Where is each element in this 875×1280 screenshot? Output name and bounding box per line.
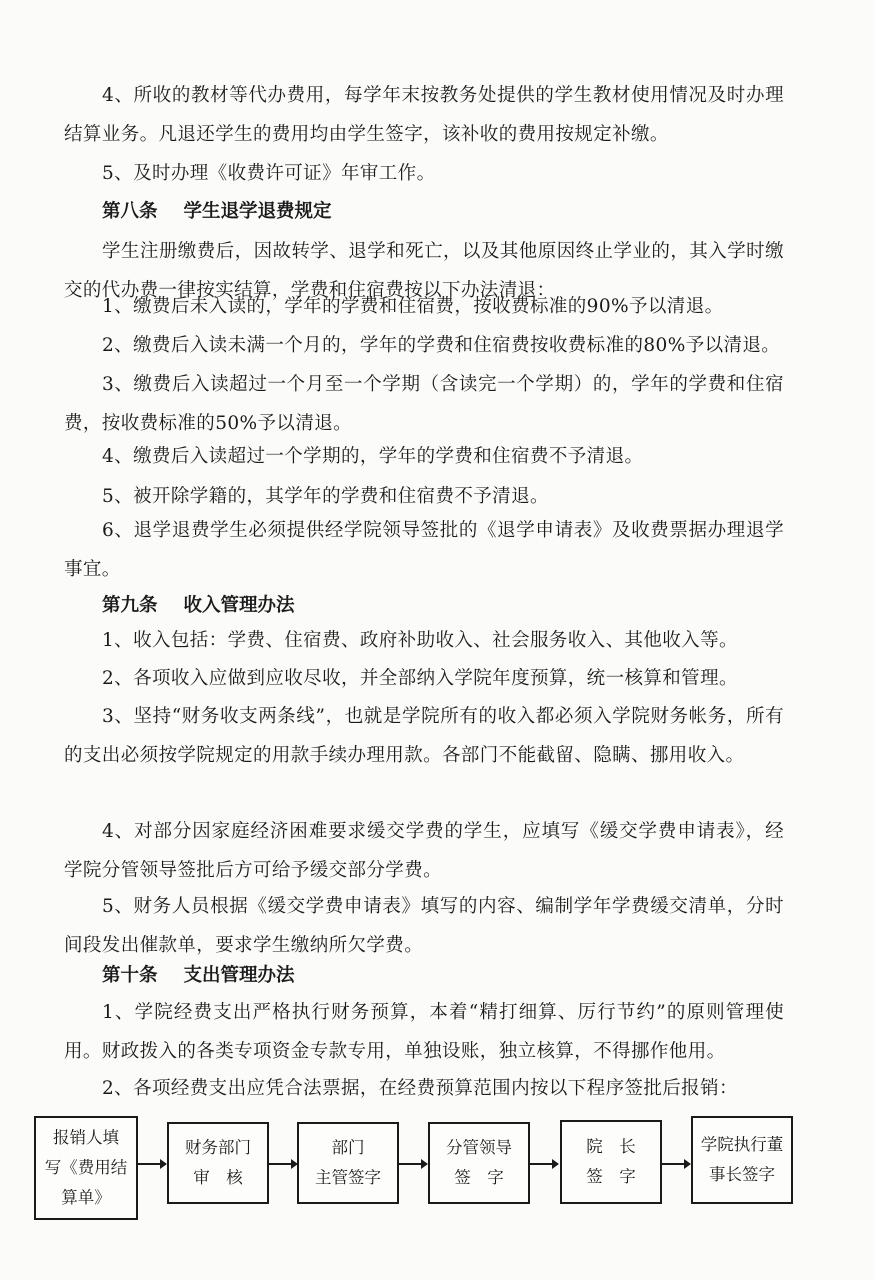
flow-step-finance: 财务部门 审 核 (167, 1122, 269, 1204)
article-number: 第九条 (102, 595, 158, 616)
article-title: 收入管理办法 (183, 595, 295, 616)
article-title: 支出管理办法 (183, 965, 295, 986)
flow-step-president: 院 长 签 字 (560, 1120, 662, 1204)
flow-arrow-icon (269, 1156, 299, 1172)
flow-step-dept-head: 部门 主管签字 (297, 1122, 399, 1204)
flow-arrow-icon (399, 1156, 429, 1172)
article-heading (102, 956, 295, 995)
paragraph: 4、缴费后入读超过一个学期的，学年的学费和住宿费不予清退。 (102, 446, 644, 467)
flow-arrow-icon (138, 1156, 168, 1172)
paragraph: 3、缴费后入读超过一个月至一个学期（含读完一个学期）的，学年的学费和住宿费，按收费标准的50%予以清退。 (64, 374, 784, 434)
paragraph: 6、退学退费学生必须提供经学院领导签批的《退学申请表》及收费票据办理退学事宜。 (64, 520, 784, 580)
paragraph: 1、缴费后未入读的，学年的学费和住宿费，按收费标准的90%予以清退。 (102, 296, 724, 317)
article-heading (102, 586, 295, 625)
article-title: 学生退学退费规定 (183, 201, 332, 222)
approval-flowchart (0, 1110, 875, 1230)
article-number: 第八条 (102, 201, 158, 222)
paragraph: 学生注册缴费后，因故转学、退学和死亡，以及其他原因终止学业的，其入学时缴交的代办费一律按实结算，学费和住宿费按以下办法清退： (64, 241, 784, 301)
paragraph: 4、对部分因家庭经济困难要求缓交学费的学生，应填写《缓交学费申请表》，经学院分管领导签批后方可给予缓交部分学费。 (64, 821, 784, 881)
paragraph: 5、被开除学籍的，其学年的学费和住宿费不予清退。 (102, 486, 549, 507)
paragraph: 1、收入包括：学费、住宿费、政府补助收入、社会服务收入、其他收入等。 (102, 630, 738, 651)
paragraph: 2、缴费后入读未满一个月的，学年的学费和住宿费按收费标准的80%予以清退。 (102, 335, 781, 356)
paragraph: 2、各项收入应做到应收尽收，并全部纳入学院年度预算，统一核算和管理。 (102, 668, 738, 689)
paragraph: 3、坚持“财务收支两条线”，也就是学院所有的收入都必须入学院财务帐务，所有的支出必须按学院规定的用款手续办理用款。各部门不能截留、隐瞒、挪用收入。 (64, 706, 784, 766)
article-number: 第十条 (102, 965, 158, 986)
flow-step-chairman: 学院执行董 事长签字 (691, 1116, 793, 1204)
paragraph: 5、及时办理《收费许可证》年审工作。 (102, 163, 436, 184)
flow-step-applicant: 报销人填 写《费用结 算单》 (34, 1116, 138, 1220)
flow-arrow-icon (530, 1156, 560, 1172)
paragraph: 5、财务人员根据《缓交学费申请表》填写的内容、编制学年学费缓交清单，分时间段发出催款单，要求学生缴纳所欠学费。 (64, 896, 784, 956)
flow-arrow-icon (662, 1156, 692, 1172)
paragraph: 4、所收的教材等代办费用，每学年末按教务处提供的学生教材使用情况及时办理结算业务。凡退还学生的费用均由学生签字，该补收的费用按规定补缴。 (64, 85, 784, 145)
flow-step-deputy-leader: 分管领导 签 字 (428, 1122, 530, 1204)
paragraph: 1、学院经费支出严格执行财务预算，本着“精打细算、厉行节约”的原则管理使用。财政拨入的各类专项资金专款专用，单独设账，独立核算，不得挪作他用。 (64, 1002, 784, 1062)
article-heading (102, 192, 332, 231)
paragraph: 2、各项经费支出应凭合法票据，在经费预算范围内按以下程序签批后报销： (102, 1078, 738, 1099)
